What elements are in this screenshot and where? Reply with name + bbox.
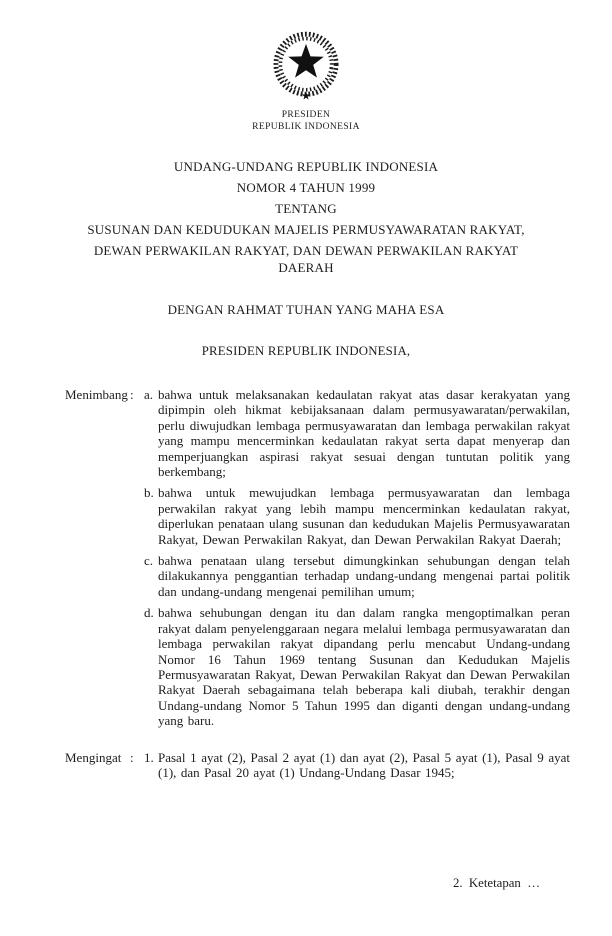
item-text: bahwa sehubungan dengan itu dan dalam rangka mengoptimalkan peran rakyat dalam penyelenggaraan negara melalui lembaga permusyawaratan dan lembaga perwakilan rakyat dipandang perlu mencabut Undang-undang Nomor 16 Tahun 1969 tentang Susunan dan Kedudukan Majelis Permusyawaratan Rakyat, Dewan Perwakilan Rakyat dan Dewan Perwakilan Rakyat Daerah sebagaimana telah beberapa kali diubah, terakhir dengan Undang-undang Nomor 5 Tahun 1995 dan diganti dengan undang-undang yang baru. bbox=[158, 605, 570, 729]
title-line-tentang: TENTANG bbox=[275, 201, 337, 216]
mengingat-colon: : bbox=[130, 749, 134, 765]
letterhead-republik-label: REPUBLIK INDONESIA bbox=[252, 122, 360, 132]
item-marker: d. bbox=[144, 605, 154, 621]
mengingat-items bbox=[144, 750, 570, 781]
item-text: bahwa untuk melaksanakan kedaulatan rakyat atas dasar kerakyatan yang dipimpin oleh hikmat kebijaksanaan dalam permusyawaratan/perwakilan, perlu diwujudkan lembaga permusyawaratan dan lembaga perwakilan rakyat yang mampu mencerminkan kedaulatan rakyat serta dapat menyerap dan memperjuangkan aspirasi rakyat sesuai dengan tuntutan politik yang berkembang; bbox=[158, 387, 570, 480]
mengingat-label: Mengingat bbox=[65, 749, 122, 765]
document-title bbox=[0, 156, 612, 275]
menimbang-colon: : bbox=[130, 387, 134, 402]
document-body bbox=[0, 387, 612, 780]
mengingat-item-1 bbox=[144, 750, 570, 781]
invocation-line: DENGAN RAHMAT TUHAN YANG MAHA ESA bbox=[167, 302, 445, 317]
item-text: bahwa penataan ulang tersebut dimungkinkan sehubungan dengan telah dilakukannya penggantian terhadap undang-undang mengenai partai politik dan undang-undang mengenai pemilihan umum; bbox=[158, 553, 570, 599]
menimbang-item-b bbox=[144, 485, 570, 547]
item-marker: c. bbox=[144, 553, 154, 569]
item-marker: b. bbox=[144, 485, 154, 501]
title-subject-line-2: DEWAN PERWAKILAN RAKYAT, DAN DEWAN PERWAKILAN RAKYAT bbox=[93, 243, 519, 258]
presidential-star-wreath-emblem-icon bbox=[265, 26, 347, 104]
item-text: Pasal 1 ayat (2), Pasal 2 ayat (1) dan ayat (2), Pasal 5 ayat (1), Pasal 9 ayat (1), dan Pasal 20 ayat (1) Undang-Undang Dasar 1945; bbox=[158, 749, 570, 780]
page-catchword: 2. Ketetapan … bbox=[452, 876, 540, 890]
title-subject-line-1: SUSUNAN DAN KEDUDUKAN MAJELIS PERMUSYAWARATAN RAKYAT, bbox=[87, 222, 525, 237]
item-marker: 1. bbox=[144, 749, 154, 765]
menimbang-items bbox=[144, 387, 570, 729]
item-marker: a. bbox=[144, 387, 154, 402]
letterhead-presiden-label: PRESIDEN bbox=[281, 110, 331, 120]
enacting-authority-line: PRESIDEN REPUBLIK INDONESIA, bbox=[201, 344, 411, 358]
menimbang-section bbox=[65, 387, 570, 729]
item-text: bahwa untuk mewujudkan lembaga permusyawaratan dan lembaga perwakilan rakyat yang lebih mampu mencerminkan kedaulatan rakyat, diperlukan penataan ulang susunan dan kedudukan Majelis Permusyawaratan Rakyat, Dewan Perwakilan Rakyat, dan Dewan Perwakilan Rakyat Daerah; bbox=[158, 485, 570, 547]
mengingat-section bbox=[65, 750, 570, 781]
menimbang-item-c bbox=[144, 553, 570, 599]
title-line-number: NOMOR 4 TAHUN 1999 bbox=[236, 180, 376, 195]
menimbang-label: Menimbang bbox=[65, 387, 128, 402]
letterhead bbox=[0, 0, 612, 133]
menimbang-item-a bbox=[144, 387, 570, 479]
menimbang-item-d bbox=[144, 605, 570, 728]
title-line-law: UNDANG-UNDANG REPUBLIK INDONESIA bbox=[173, 159, 439, 174]
title-subject-line-3: DAERAH bbox=[278, 260, 334, 275]
